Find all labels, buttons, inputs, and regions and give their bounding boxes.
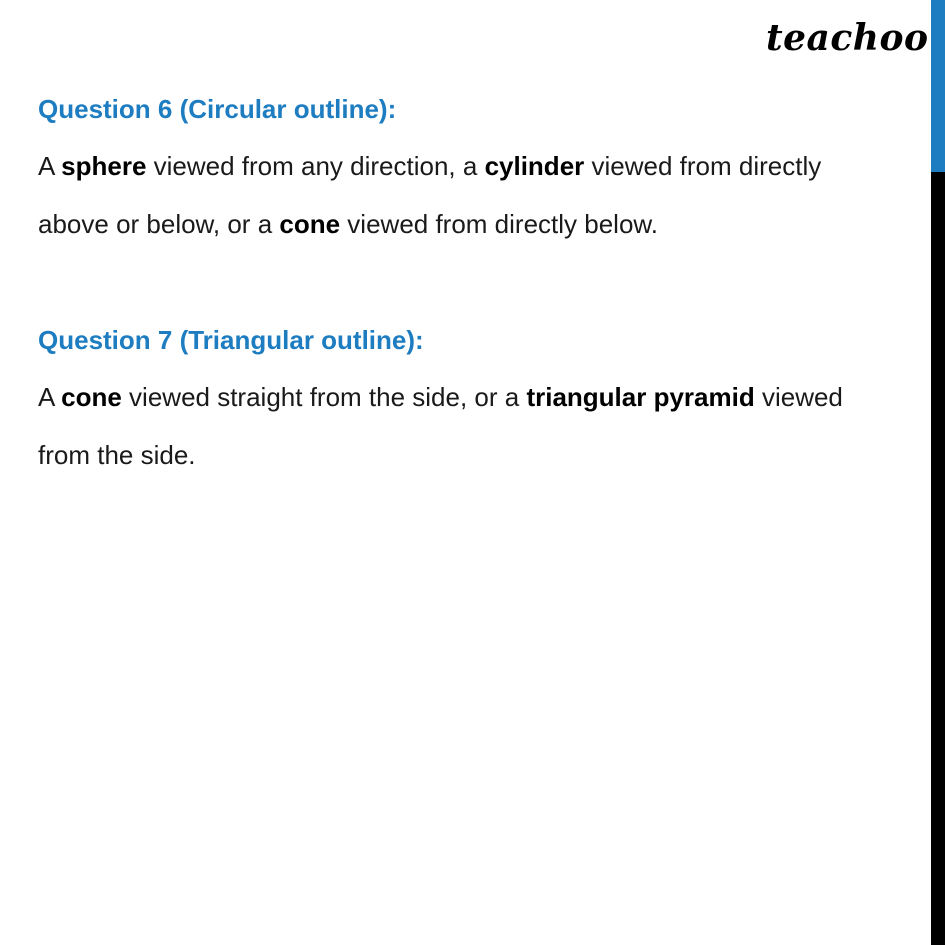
answer-text: viewed	[754, 382, 843, 412]
side-bar-accent[interactable]	[931, 0, 945, 172]
answer-text: above or below, or a	[38, 208, 280, 239]
question-7-heading: Question 7 (Triangular outline):	[38, 325, 424, 355]
question-6-answer-line-1	[38, 138, 931, 196]
section-spacer	[38, 253, 931, 312]
question-7-answer-line-2	[38, 427, 931, 485]
answer-text: A	[38, 151, 62, 181]
answer-text: viewed from directly	[584, 151, 822, 181]
answer-text: A	[38, 382, 62, 412]
answer-text: viewed from directly below.	[340, 208, 658, 239]
answer-text: viewed straight from the side, or a	[121, 382, 527, 412]
teachoo-logo: teachoo	[766, 17, 929, 59]
answer-text: from the side.	[38, 439, 196, 470]
keyword-sphere: sphere	[61, 151, 147, 181]
question-7-answer-line-1	[38, 369, 931, 427]
answer-text: viewed from any direction, a	[146, 151, 485, 181]
content-area	[38, 81, 931, 484]
keyword-triangular-pyramid: triangular pyramid	[526, 382, 755, 412]
question-6-heading: Question 6 (Circular outline):	[38, 94, 397, 124]
side-scroll-bar[interactable]	[931, 0, 945, 945]
keyword-cone: cone	[279, 208, 341, 239]
keyword-cone: cone	[61, 382, 122, 412]
question-6-answer-line-2	[38, 196, 931, 254]
keyword-cylinder: cylinder	[484, 151, 585, 181]
